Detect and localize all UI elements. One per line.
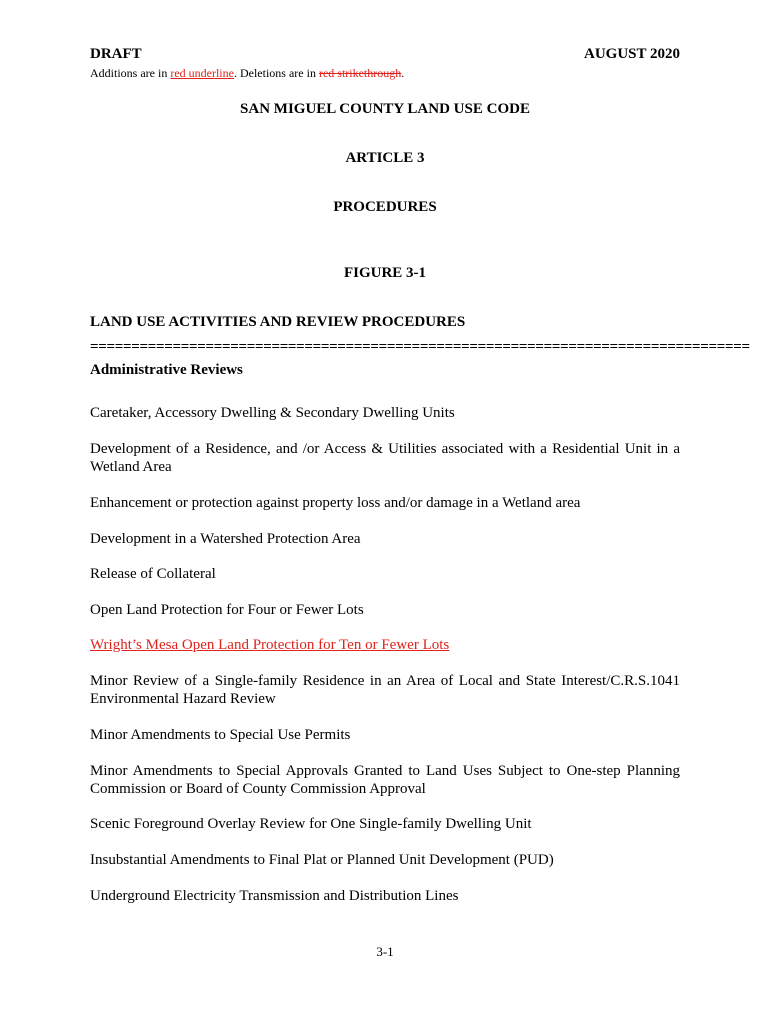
legend-additions-sample: red underline <box>170 66 234 80</box>
list-item: Development of a Residence, and /or Access & Utilities associated with a Residential Unit in a Wetland Area <box>90 441 680 475</box>
list-item: Minor Amendments to Special Approvals Granted to Land Uses Subject to One-step Planning Commission or Board of County Commission Approval <box>90 763 680 797</box>
list-item: Minor Amendments to Special Use Permits <box>90 727 351 743</box>
legend-deletions-sample: red strikethrough <box>318 66 402 80</box>
legend-middle: . Deletions are in <box>233 66 319 80</box>
date-label: AUGUST 2020 <box>584 46 680 62</box>
list-item: Underground Electricity Transmission and Distribution Lines <box>90 888 459 904</box>
figure-title: FIGURE 3-1 <box>343 265 427 281</box>
code-title: SAN MIGUEL COUNTY LAND USE CODE <box>240 101 530 117</box>
list-item: Scenic Foreground Overlay Review for One Single-family Dwelling Unit <box>90 816 532 832</box>
administrative-reviews-heading: Administrative Reviews <box>90 362 243 378</box>
revision-legend <box>90 66 404 81</box>
draft-label: DRAFT <box>90 46 142 62</box>
list-item: Open Land Protection for Four or Fewer Lots <box>90 602 364 618</box>
list-item: Enhancement or protection against property loss and/or damage in a Wetland area <box>90 495 581 511</box>
legend-prefix: Additions are in <box>90 66 171 80</box>
section-heading: LAND USE ACTIVITIES AND REVIEW PROCEDURES <box>90 314 466 330</box>
article-title: ARTICLE 3 <box>345 150 425 166</box>
list-item: Insubstantial Amendments to Final Plat or Planned Unit Development (PUD) <box>90 852 554 868</box>
page-number: 3-1 <box>376 944 394 959</box>
legend-suffix: . <box>401 66 405 80</box>
list-item: Minor Review of a Single-family Residence in an Area of Local and State Interest/C.R.S.1041 Environmental Hazard Review <box>90 673 680 707</box>
list-item: Caretaker, Accessory Dwelling & Secondary Dwelling Units <box>90 405 455 421</box>
list-item: Release of Collateral <box>90 566 216 582</box>
double-rule-divider: ================================================================================ <box>90 339 750 355</box>
list-item: Development in a Watershed Protection Area <box>90 531 361 547</box>
procedures-title: PROCEDURES <box>333 199 437 215</box>
list-item-addition: Wright’s Mesa Open Land Protection for Ten or Fewer Lots <box>90 637 450 653</box>
